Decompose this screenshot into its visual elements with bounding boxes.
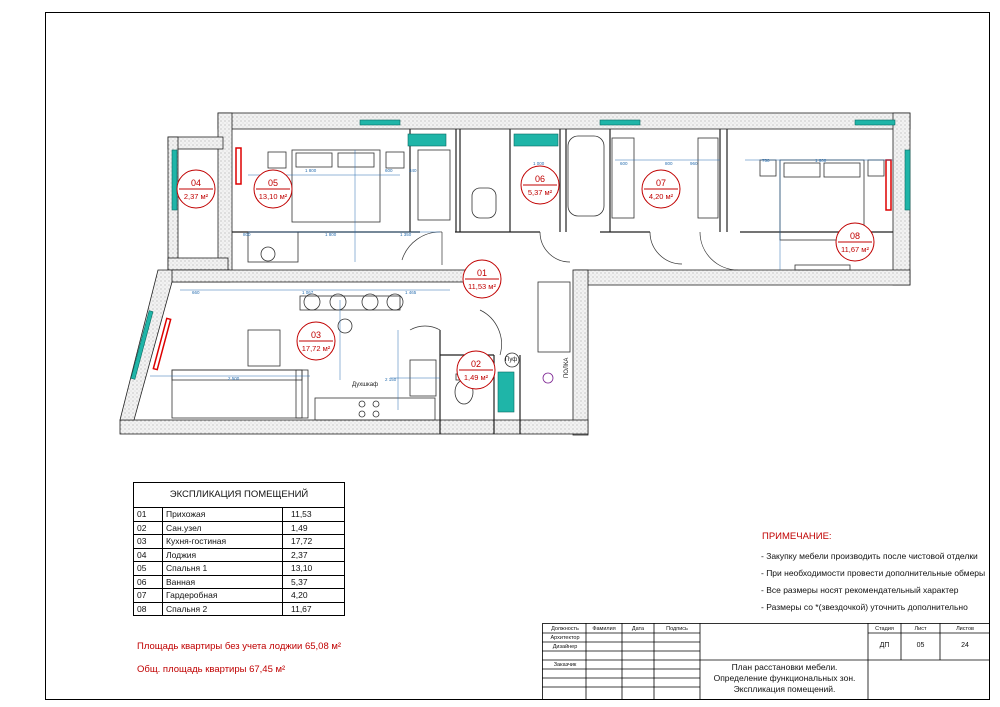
room-area-06: 5,37 м²	[527, 188, 553, 197]
table-row	[134, 521, 345, 535]
table-cell: 05	[134, 562, 163, 576]
note-item: - Закупку мебели производить после чистовой отделки	[761, 551, 978, 561]
table-cell: Ванная	[163, 575, 283, 589]
table-cell: 17,72	[283, 535, 345, 549]
note-item: - Все размеры носят рекомендательный характер	[761, 585, 959, 595]
tb-stage-value: ДП	[879, 642, 890, 649]
tb-header-position: Должность	[551, 626, 579, 632]
table-cell: Спальня 1	[163, 562, 283, 576]
room-id-01: 01	[476, 268, 488, 278]
room-id-08: 08	[849, 231, 861, 241]
dim-label: 1 800	[325, 232, 337, 237]
dim-label: 340	[409, 168, 417, 173]
title-block	[542, 623, 990, 700]
table-cell: 4,20	[283, 589, 345, 603]
table-cell: 11,67	[283, 602, 345, 616]
dim-label: 600	[620, 161, 628, 166]
dim-label: 1 000	[533, 161, 545, 166]
room-area-08: 11,67 м²	[841, 245, 869, 254]
table-cell: 08	[134, 602, 163, 616]
table-row	[134, 602, 345, 616]
table-cell: Сан.узел	[163, 521, 283, 535]
table-row	[134, 508, 345, 522]
tb-header-surname: Фамилия	[592, 626, 616, 632]
dim-label: 1 600	[815, 158, 827, 163]
puf-label: Пуф	[505, 357, 518, 363]
tb-sheet-label: Лист	[914, 626, 927, 632]
dim-label: 1 465	[405, 290, 417, 295]
dim-label: 600	[385, 168, 393, 173]
room-id-03: 03	[310, 330, 322, 340]
dim-label: 1 350	[400, 232, 412, 237]
dim-label: 800	[665, 161, 673, 166]
tb-sheet-value: 05	[916, 642, 925, 649]
tb-role-client: Заказчик	[553, 662, 577, 668]
shelf-label: ПОЛКА	[564, 357, 570, 378]
tb-description: План расстановки мебели. Определение функциональных зон. Экспликация помещений.	[713, 662, 856, 694]
dim-label: 960	[690, 161, 698, 166]
table-cell: 07	[134, 589, 163, 603]
dim-label: 800	[243, 232, 251, 237]
wardrobe-label: Духшкаф	[352, 382, 379, 388]
room-area-04: 2,37 м²	[183, 192, 209, 201]
dim-label: 1 067	[302, 290, 314, 295]
table-cell: 04	[134, 548, 163, 562]
room-id-02: 02	[470, 359, 482, 369]
tb-header-date: Дата	[631, 626, 645, 632]
explication-table	[133, 482, 345, 616]
area-total: Общ. площадь квартиры 67,45 м²	[137, 664, 286, 675]
table-row	[134, 575, 345, 589]
dim-label: 750	[762, 158, 770, 163]
note-item: - Размеры со *(звездочкой) уточнить дополнительно	[761, 602, 968, 612]
room-id-05: 05	[267, 178, 279, 188]
room-area-01: 11,53 м²	[468, 282, 496, 291]
table-cell: Прихожая	[163, 508, 283, 522]
table-cell: Гардеробная	[163, 589, 283, 603]
walls	[120, 113, 910, 435]
table-cell: Кухня-гостиная	[163, 535, 283, 549]
room-area-07: 4,20 м²	[648, 192, 674, 201]
area-without-loggia: Площадь квартиры без учета лоджии 65,08 м²	[137, 641, 342, 652]
table-row	[134, 548, 345, 562]
table-cell: 13,10	[283, 562, 345, 576]
dim-label: 1 800	[305, 168, 317, 173]
tb-role-architect: Архитектор	[550, 635, 580, 641]
table-cell: 01	[134, 508, 163, 522]
table-cell	[134, 483, 345, 508]
table-cell: 02	[134, 521, 163, 535]
explication-title: ЭКСПЛИКАЦИЯ ПОМЕЩЕНИЙ	[134, 483, 345, 508]
dim-label: 2 150	[385, 377, 397, 382]
table-cell: 2,37	[283, 548, 345, 562]
room-id-04: 04	[190, 178, 202, 188]
tb-sheets-label: Листов	[956, 626, 974, 632]
room-area-05: 13,10 м²	[258, 192, 288, 201]
dim-label: 2 500	[228, 376, 240, 381]
notes-title: ПРИМЕЧАНИЕ:	[762, 531, 832, 542]
table-cell: Спальня 2	[163, 602, 283, 616]
room-area-02: 1,49 м²	[463, 373, 489, 382]
dim-label: 660	[192, 290, 200, 295]
note-item: - При необходимости провести дополнительные обмеры	[761, 568, 986, 578]
table-cell: 5,37	[283, 575, 345, 589]
tb-stage-label: Стадия	[875, 626, 894, 632]
table-row	[134, 535, 345, 549]
table-cell: 11,53	[283, 508, 345, 522]
tb-header-signature: Подпись	[666, 626, 688, 632]
room-area-03: 17,72 м²	[301, 344, 331, 353]
notes-list	[761, 548, 985, 616]
room-id-06: 06	[534, 174, 546, 184]
table-cell: 03	[134, 535, 163, 549]
table-cell: Лоджия	[163, 548, 283, 562]
table-cell: 06	[134, 575, 163, 589]
table-row	[134, 562, 345, 576]
table-row	[134, 589, 345, 603]
room-id-07: 07	[655, 178, 667, 188]
tb-sheets-value: 24	[961, 642, 969, 649]
tb-role-designer: Дизайнер	[552, 644, 578, 650]
table-cell: 1,49	[283, 521, 345, 535]
